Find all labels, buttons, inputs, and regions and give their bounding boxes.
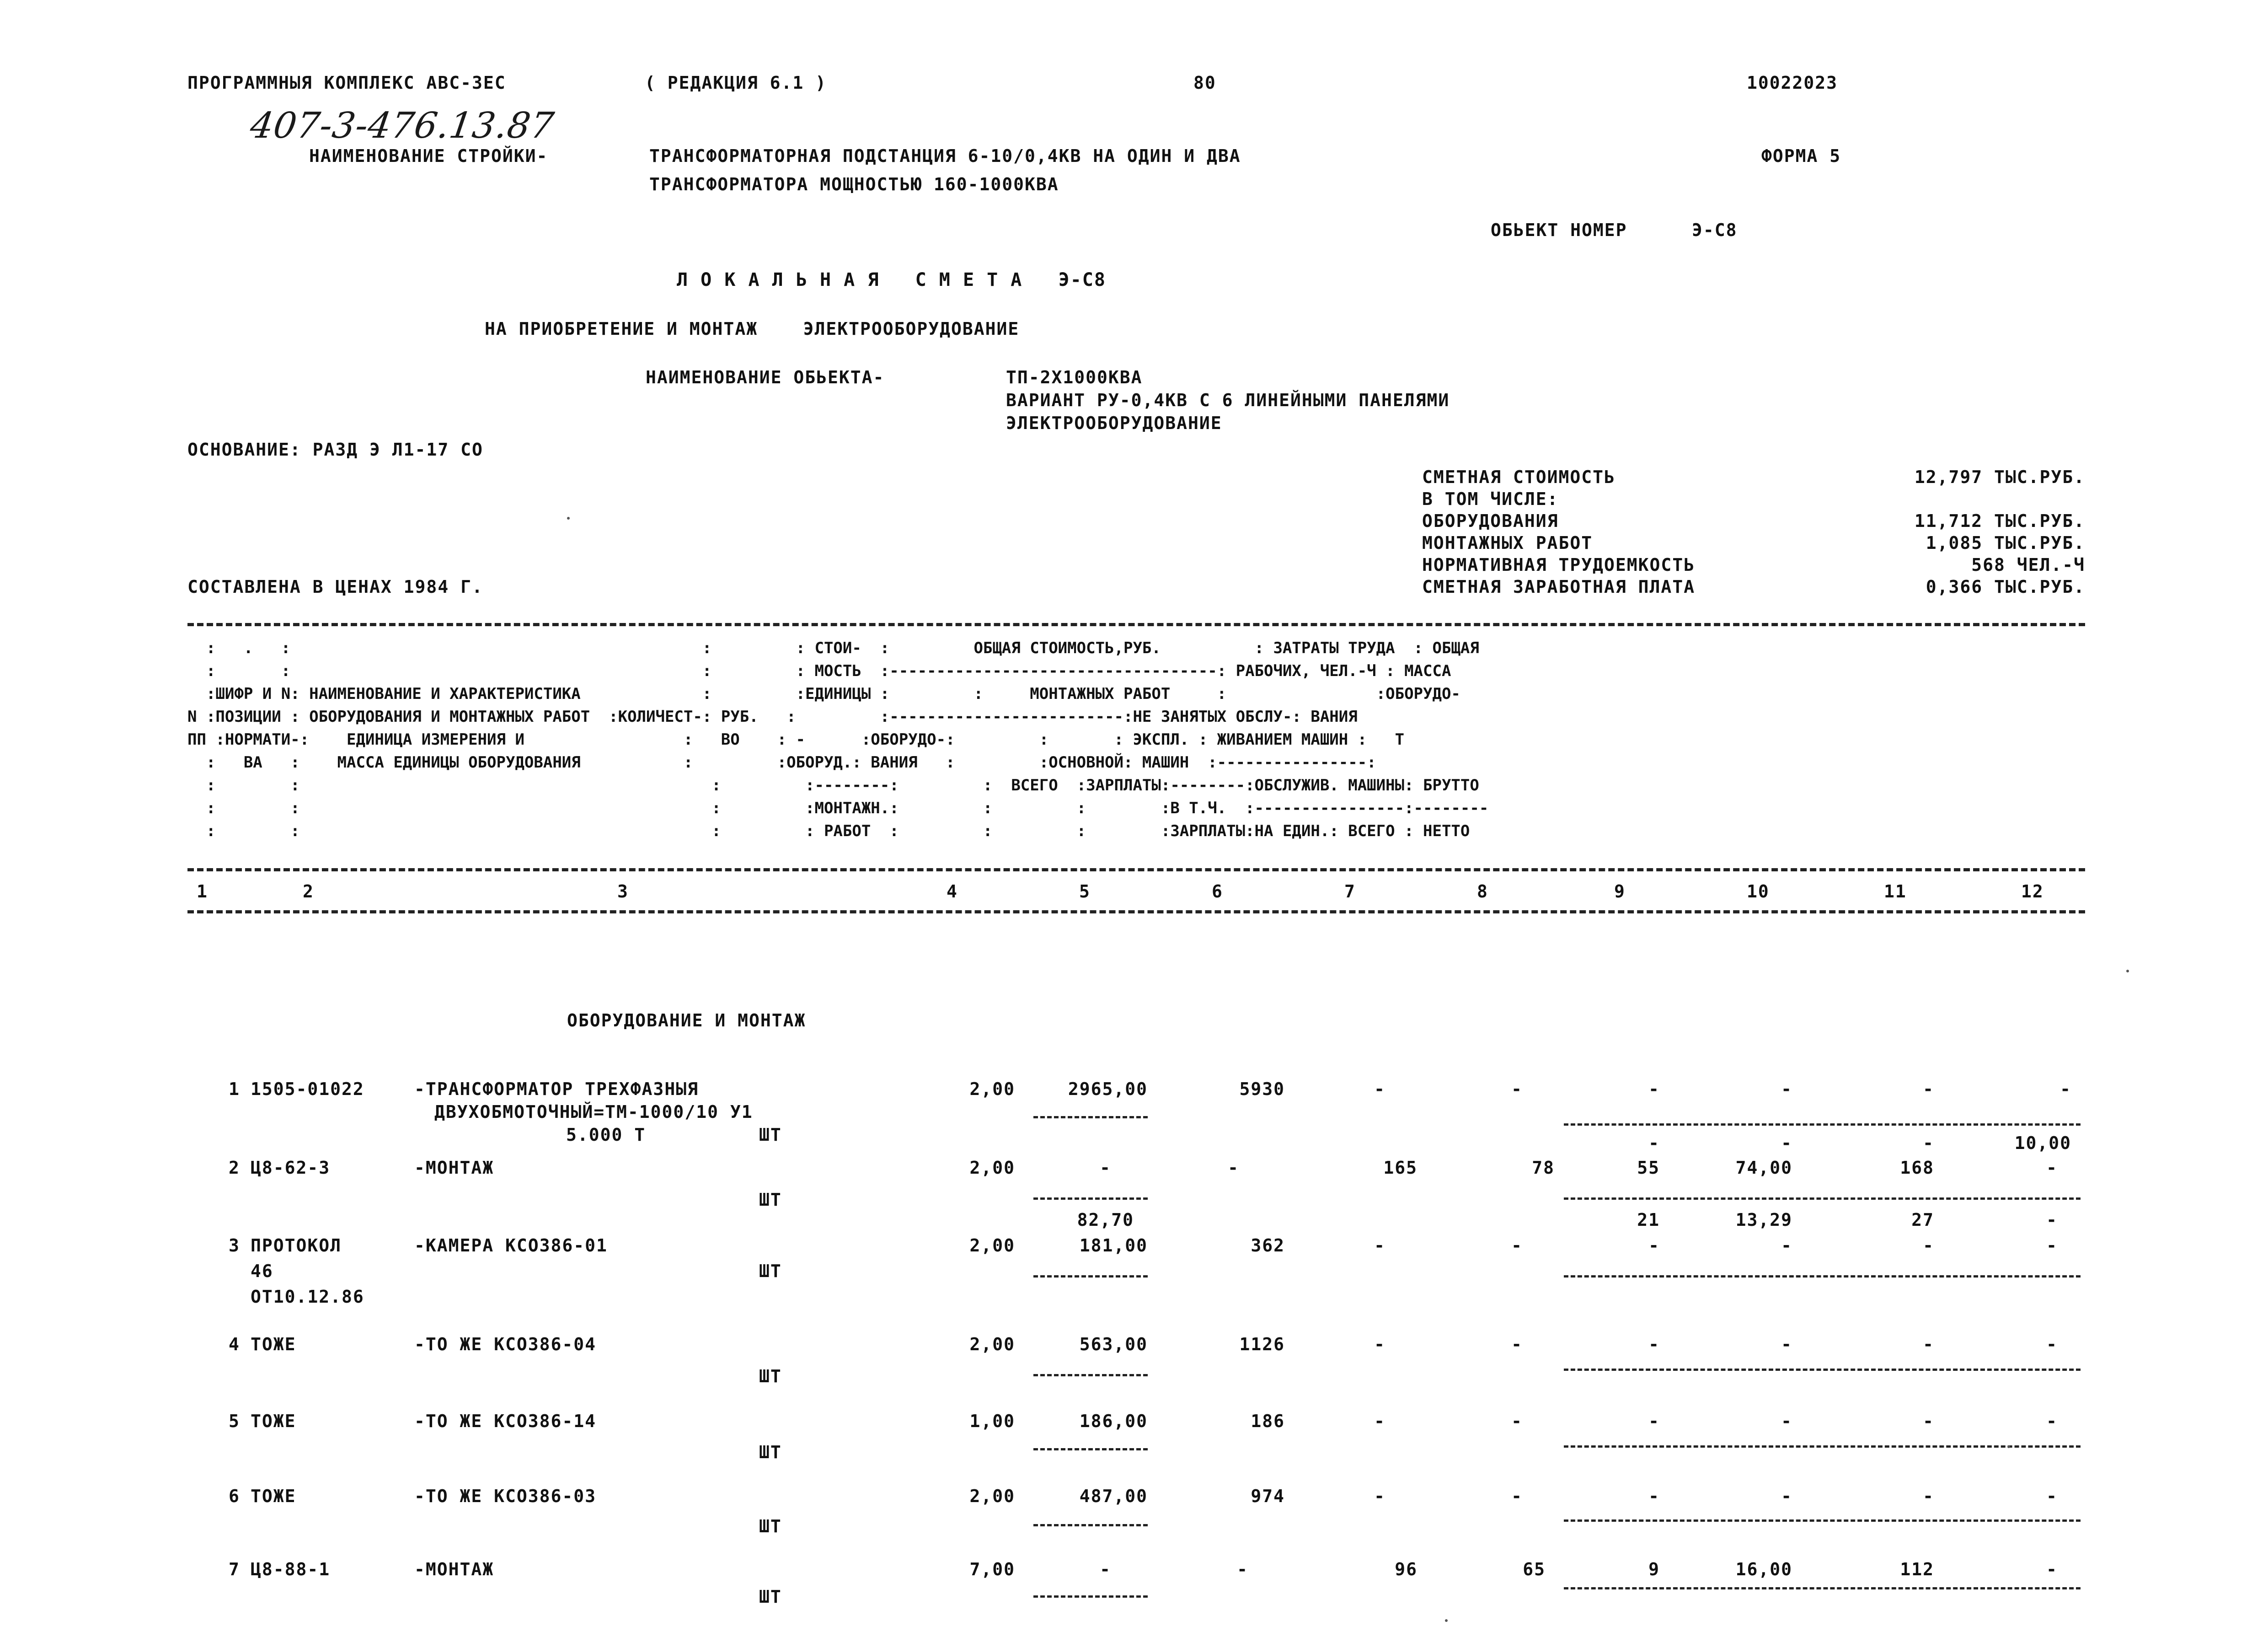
row-price-sub: 82,70 [1077,1210,1134,1230]
column-number: 2 [303,881,314,902]
table-header-line: : : : : МОСТЬ :-----------------------------------: РАБОЧИХ, ЧЕЛ.-Ч : МАССА [187,662,1451,680]
row-name: -МОНТАЖ [414,1559,494,1579]
object-name-label: НАИМЕНОВАНИЕ ОБЬЕКТА- [646,367,885,387]
row-machine-salary: - [1648,1079,1660,1099]
row-sub-labor-unit: 13,29 [1735,1210,1792,1230]
construction-name-line2: ТРАНСФОРМАТОРА МОЩНОСТЬЮ 160-1000КВА [649,174,1059,194]
scan-speck [2126,970,2129,972]
row-mass-total: - [2046,1486,2058,1506]
row-labor-unit: - [1781,1411,1792,1431]
summary-label: В ТОМ ЧИСЛЕ: [1422,489,1559,509]
row-qty: 1,00 [969,1411,1015,1431]
row-unit: ШТ [759,1442,782,1462]
row-divider [1564,1123,2081,1126]
row-labor-total: - [1923,1486,1934,1506]
row-number: 7 [229,1559,240,1579]
row-divider [1033,1197,1148,1200]
column-numbers-bottom-rule [187,910,2085,913]
row-qty: 2,00 [969,1079,1015,1099]
row-labor-unit: - [1781,1235,1792,1256]
form-label: ФОРМА 5 [1761,146,1841,166]
row-labor-unit: 16,00 [1735,1559,1792,1579]
row-price: 563,00 [1079,1334,1148,1354]
object-number-label: ОБЬЕКТ НОМЕР [1491,220,1627,240]
row-machine-salary: - [1648,1235,1660,1256]
row-qty: 2,00 [969,1235,1015,1256]
row-name-line2: ДВУХОБМОТОЧНЫЙ=ТМ-1000/10 У1 [434,1102,753,1122]
row-total: - [1374,1079,1385,1099]
row-mass-total: - [2046,1559,2058,1579]
row-qty: 2,00 [969,1158,1015,1178]
row-equipment-cost: - [1237,1559,1248,1579]
row-labor-total: 168 [1900,1158,1934,1178]
row-total: - [1374,1411,1385,1431]
summary-label: ОБОРУДОВАНИЯ [1422,511,1559,531]
row-mass-total: - [2046,1235,2058,1256]
handwritten-code: 407-3-476.13.87 [247,105,557,146]
row-qty: 2,00 [969,1486,1015,1506]
construction-name-line1: ТРАНСФОРМАТОРНАЯ ПОДСТАНЦИЯ 6-10/0,4КВ НА ОДИН И ДВА [649,146,1241,166]
row-sub-mass: - [2046,1210,2058,1230]
page-title: Л О К А Л Ь Н А Я С М Е Т А Э-С8 [677,269,1106,290]
table-header-line: : : : :--------: : ВСЕГО :ЗАРПЛАТЫ:--------:ОБСЛУЖИВ. МАШИНЫ: БРУТТО [187,776,1479,794]
summary-label: СМЕТНАЯ ЗАРАБОТНАЯ ПЛАТА [1422,577,1696,597]
column-number: 3 [617,881,629,902]
table-header-line: : ВА : МАССА ЕДИНИЦЫ ОБОРУДОВАНИЯ : :ОБОРУД.: ВАНИЯ : :ОСНОВНОЙ: МАШИН :----------------: [187,753,1376,772]
row-machine-salary: - [1648,1411,1660,1431]
row-sub-labor-total: - [1923,1133,1934,1153]
object-name-line1: ТП-2Х1000КВА [1006,367,1143,387]
table-header-line: : : : : РАБОТ : : : :ЗАРПЛАТЫ:НА ЕДИН.: ВСЕГО : НЕТТО [187,822,1470,840]
row-labor-total: - [1923,1334,1934,1354]
row-code: Ц8-88-1 [251,1559,331,1579]
basis: ОСНОВАНИЕ: РАЗД Э Л1-17 СО [187,440,483,460]
row-machine-salary: 9 [1648,1559,1660,1579]
row-equipment-cost: 186 [1251,1411,1285,1431]
row-divider [1564,1275,2081,1278]
table-header-line: N :ПОЗИЦИИ : ОБОРУДОВАНИЯ И МОНТАЖНЫХ РАБОТ :КОЛИЧЕСТ-: РУБ. : :-------------------------:НЕ ЗАНЯТЫХ ОБСЛУ-: ВАНИЯ [187,708,1358,726]
row-code: ПРОТОКОЛ [251,1235,342,1256]
summary-value: 0,366 ТЫС.РУБ. [1926,577,2085,597]
row-code-line2: 46 [251,1261,273,1281]
column-number: 1 [197,881,208,902]
column-number: 8 [1477,881,1488,902]
row-number: 1 [229,1079,240,1099]
row-divider [1033,1374,1148,1376]
row-unit: ШТ [759,1516,782,1536]
row-sub-mass: 10,00 [2014,1133,2071,1153]
row-mass-total: - [2060,1079,2071,1099]
row-number: 6 [229,1486,240,1506]
row-sub-machine-salary: 21 [1637,1210,1660,1230]
row-name: -КАМЕРА КСО386-01 [414,1235,608,1256]
scan-speck [2007,1445,2010,1448]
row-machine-salary: 55 [1637,1158,1660,1178]
row-unit: ШТ [759,1190,782,1210]
column-number: 11 [1884,881,1907,902]
summary-value: 11,712 ТЫС.РУБ. [1914,511,2085,531]
row-mass-total: - [2046,1334,2058,1354]
table-header-line: : : : :МОНТАЖН.: : : :В Т.Ч. :----------------:-------- [187,799,1489,817]
scan-speck [1445,1619,1448,1622]
scan-speck [567,517,570,520]
column-number: 9 [1614,881,1626,902]
row-total: 96 [1395,1559,1418,1579]
edition: ( РЕДАКЦИЯ 6.1 ) [645,73,827,93]
row-labor-unit: - [1781,1486,1792,1506]
section-title: ОБОРУДОВАНИЕ И МОНТАЖ [567,1010,806,1031]
row-unit: ШТ [759,1587,782,1607]
row-equipment-cost: 1126 [1239,1334,1285,1354]
column-numbers-top-rule [187,868,2085,871]
row-divider [1564,1197,2081,1200]
document-number: 10022023 [1747,73,1838,93]
row-base-salary: 65 [1523,1559,1546,1579]
row-number: 2 [229,1158,240,1178]
row-unit: ШТ [759,1366,782,1386]
row-name: -ТО ЖЕ КСО386-14 [414,1411,597,1431]
summary-value: 568 ЧЕЛ.-Ч [1971,555,2085,575]
row-name: -МОНТАЖ [414,1158,494,1178]
program-name: ПРОГРАММНЫЯ КОМПЛЕКС АВС-3ЕС [187,73,506,93]
row-labor-total: 112 [1900,1559,1934,1579]
column-number: 6 [1212,881,1223,902]
page-number: 80 [1193,73,1216,93]
row-code: 1505-01022 [251,1079,364,1099]
row-machine-salary: - [1648,1486,1660,1506]
row-price: 181,00 [1079,1235,1148,1256]
row-qty: 2,00 [969,1334,1015,1354]
row-price: 487,00 [1079,1486,1148,1506]
row-number: 5 [229,1411,240,1431]
row-sub-labor-total: 27 [1911,1210,1934,1230]
column-number: 7 [1344,881,1356,902]
row-base-salary: - [1511,1079,1523,1099]
object-name-line3: ЭЛЕКТРООБОРУДОВАНИЕ [1006,413,1222,433]
row-price: 2965,00 [1068,1079,1148,1099]
column-number: 12 [2021,881,2044,902]
row-divider [1564,1369,2081,1371]
row-total: 165 [1383,1158,1418,1178]
row-price: - [1100,1158,1111,1178]
estimate-purpose: НА ПРИОБРЕТЕНИЕ И МОНТАЖ ЭЛЕКТРООБОРУДОВАНИЕ [485,319,1020,339]
column-number: 5 [1079,881,1091,902]
summary-label: НОРМАТИВНАЯ ТРУДОЕМКОСТЬ [1422,555,1696,575]
row-equipment-cost: - [1228,1158,1239,1178]
row-code: ТОЖЕ [251,1334,296,1354]
row-base-salary: 78 [1532,1158,1555,1178]
row-base-salary: - [1511,1235,1523,1256]
row-code: ТОЖЕ [251,1486,296,1506]
row-divider [1033,1116,1148,1118]
row-sub-labor-unit: - [1781,1133,1792,1153]
row-mass-total: - [2046,1411,2058,1431]
row-divider [1564,1587,2081,1589]
row-price: 186,00 [1079,1411,1148,1431]
table-header-line: :ШИФР И N: НАИМЕНОВАНИЕ И ХАРАКТЕРИСТИКА : :ЕДИНИЦЫ : : МОНТАЖНЫХ РАБОТ : :ОБОРУДО- [187,685,1460,703]
row-divider [1564,1519,2081,1522]
row-divider [1033,1448,1148,1450]
column-number: 4 [947,881,958,902]
row-mass: 5.000 Т [566,1125,646,1145]
row-unit: ШТ [759,1125,782,1145]
row-number: 3 [229,1235,240,1256]
row-price: - [1100,1559,1111,1579]
summary-value: 12,797 ТЫС.РУБ. [1914,467,2085,487]
row-total: - [1374,1334,1385,1354]
row-divider [1033,1595,1148,1598]
row-sub-machine-salary: - [1648,1133,1660,1153]
row-code: ТОЖЕ [251,1411,296,1431]
row-labor-unit: 74,00 [1735,1158,1792,1178]
price-basis: СОСТАВЛЕНА В ЦЕНАХ 1984 Г. [187,577,483,597]
summary-label: МОНТАЖНЫХ РАБОТ [1422,533,1593,553]
row-qty: 7,00 [969,1559,1015,1579]
row-equipment-cost: 974 [1251,1486,1285,1506]
column-number: 10 [1747,881,1770,902]
row-code-line3: ОТ10.12.86 [251,1287,364,1307]
row-total: - [1374,1235,1385,1256]
row-divider [1564,1445,2081,1448]
table-header [187,637,2085,843]
row-unit: ШТ [759,1261,782,1281]
row-code: Ц8-62-3 [251,1158,331,1178]
row-divider [1033,1524,1148,1526]
construction-label: НАИМЕНОВАНИЕ СТРОЙКИ- [309,146,548,166]
row-machine-salary: - [1648,1334,1660,1354]
row-labor-total: - [1923,1079,1934,1099]
row-base-salary: - [1511,1334,1523,1354]
object-number: Э-С8 [1692,220,1738,240]
row-number: 4 [229,1334,240,1354]
row-name: -ТРАНСФОРМАТОР ТРЕХФАЗНЫЯ [414,1079,699,1099]
row-labor-total: - [1923,1235,1934,1256]
row-mass-total: - [2046,1158,2058,1178]
summary-value: 1,085 ТЫС.РУБ. [1926,533,2085,553]
row-divider [1033,1275,1148,1278]
row-labor-total: - [1923,1411,1934,1431]
table-header-line: : . : : : СТОИ- : ОБЩАЯ СТОИМОСТЬ,РУБ. : ЗАТРАТЫ ТРУДА : ОБЩАЯ [187,639,1479,657]
row-labor-unit: - [1781,1334,1792,1354]
row-base-salary: - [1511,1411,1523,1431]
row-base-salary: - [1511,1486,1523,1506]
object-name-line2: ВАРИАНТ РУ-0,4КВ С 6 ЛИНЕЙНЫМИ ПАНЕЛЯМИ [1006,390,1450,410]
table-top-rule [187,623,2085,626]
row-name: -ТО ЖЕ КСО386-03 [414,1486,597,1506]
summary-label: СМЕТНАЯ СТОИМОСТЬ [1422,467,1615,487]
row-equipment-cost: 5930 [1239,1079,1285,1099]
row-equipment-cost: 362 [1251,1235,1285,1256]
row-name: -ТО ЖЕ КСО386-04 [414,1334,597,1354]
row-labor-unit: - [1781,1079,1792,1099]
row-total: - [1374,1486,1385,1506]
table-header-line: ПП :НОРМАТИ-: ЕДИНИЦА ИЗМЕРЕНИЯ И : ВО : - :ОБОРУДО-: : : ЭКСПЛ. : ЖИВАНИЕМ МАШИН : Т [187,730,1405,749]
